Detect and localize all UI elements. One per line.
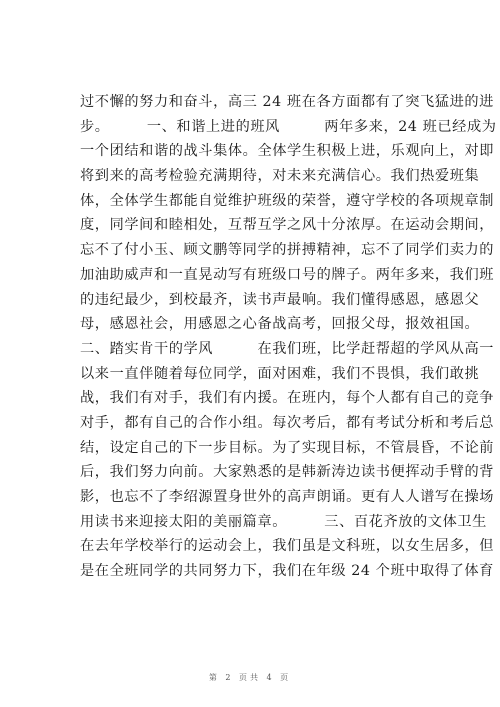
text-line: 的违纪最少，到校最齐，读书声最响。我们懂得感恩，感恩父 xyxy=(80,291,480,308)
text-line: 以来一直伴随着每位同学，面对困难，我们不畏惧，我们敢挑 xyxy=(80,365,480,382)
text-line: 战，我们有对手，我们有内援。在班内，每个人都有自己的竞争 xyxy=(80,390,495,407)
text-line: 将到来的高考检验充满期待，对未来充满信心。我们热爱班集 xyxy=(80,168,480,185)
text-line: 在去年学校举行的运动会上，我们虽是文科班，以女生居多，但 xyxy=(80,538,495,555)
text-line: 忘不了付小玉、顾文鹏等同学的拼搏精神，忘不了同学们卖力的 xyxy=(80,242,495,259)
text-line: 对手，都有自己的合作小组。每次考后，都有考试分析和考后总 xyxy=(80,414,495,431)
text-line: 结，设定自己的下一步目标。为了实现目标，不管晨昏，不论前 xyxy=(80,439,495,456)
body-text xyxy=(80,90,497,584)
text-line: 体，全体学生都能自觉维护班级的荣誉，遵守学校的各项规章制 xyxy=(80,192,495,209)
text-line: 度，同学间和睦相处，互帮互学之风十分浓厚。在运动会期间， xyxy=(80,217,495,234)
text-line: 是在全班同学的共同努力下，我们在年级 24 个班中取得了体育 xyxy=(80,563,494,580)
text-line: 加油助威声和一直晃动写有班级口号的牌子。两年多来，我们班 xyxy=(80,266,495,283)
text-line: 用读书来迎接太阳的美丽篇章。 三、百花齐放的文体卫生 xyxy=(80,513,487,530)
page-footer: 第 2 页共 4 页 xyxy=(208,673,292,682)
text-line: 过不懈的努力和奋斗，高三 24 班在各方面都有了突飞猛进的进 xyxy=(80,94,494,110)
text-line: 二、踏实肯干的学风 在我们班，比学赶帮超的学风从高一 xyxy=(80,340,495,357)
text-line: 母，感恩社会，用感恩之心备战高考，回报父母，报效祖国。 xyxy=(80,316,480,333)
text-line: 步。 一、和谐上进的班风 两年多来，24 班已经成为 xyxy=(80,118,497,135)
text-line: 后，我们努力向前。大家熟悉的是韩新涛边读书便挥动手臂的背 xyxy=(80,464,495,481)
text-line: 影，也忘不了李绍源置身世外的高声朗诵。更有人人谱写在操场 xyxy=(80,489,495,505)
text-line: 一个团结和谐的战斗集体。全体学生积极上进，乐观向上，对即 xyxy=(80,143,495,160)
